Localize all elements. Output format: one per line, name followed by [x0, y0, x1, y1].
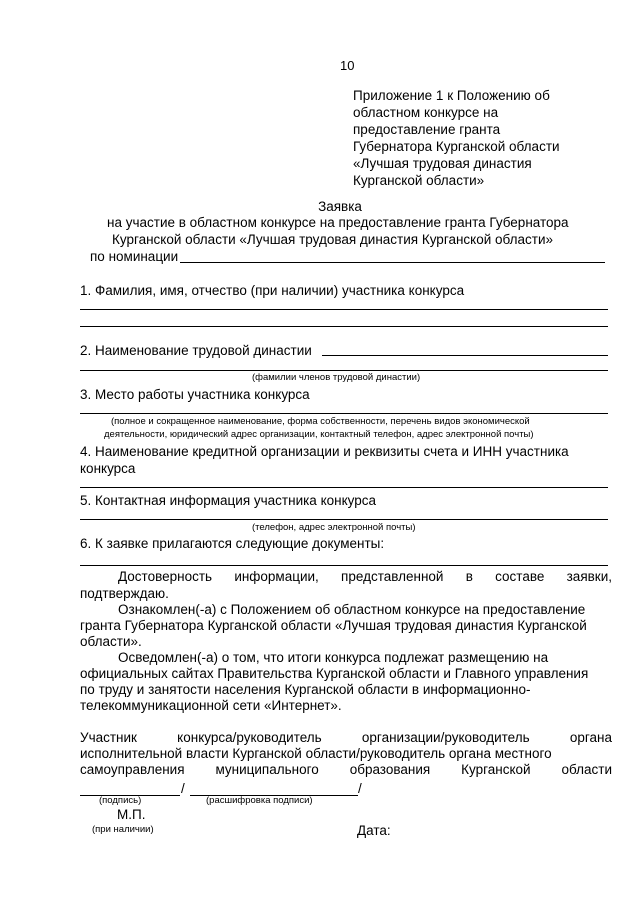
signature-line-3: самоуправления муниципального образования Курганской области: [80, 762, 612, 777]
nomination-field[interactable]: [180, 262, 605, 263]
annex-line: Губернатора Курганской области: [353, 139, 560, 154]
item-3-field[interactable]: [80, 413, 608, 414]
item-5-label: 5. Контактная информация участника конкурса: [80, 493, 377, 508]
item-6-field[interactable]: [80, 565, 608, 566]
title-line-2: Курганской области «Лучшая трудовая династия Курганской области»: [112, 232, 554, 247]
statement-3-line-3: по труду и занятости населения Курганской области в информационно-: [80, 682, 531, 697]
stamp-label: М.П.: [117, 807, 146, 822]
item-1-field-2[interactable]: [80, 326, 608, 327]
statement-3-line-2: официальных сайтах Правительства Курганской области и Главного управления: [80, 666, 589, 681]
signature-slash-1: /: [181, 781, 185, 796]
document-title: Заявка: [318, 199, 362, 214]
annex-line: Приложение 1 к Положению об: [353, 88, 550, 103]
statement-2-line-3: области».: [80, 634, 142, 649]
annex-line: областном конкурсе на: [353, 105, 499, 120]
item-5-hint: (телефон, адрес электронной почты): [252, 522, 416, 533]
item-4-label-line-1: 4. Наименование кредитной организации и реквизиты счета и ИНН участника: [80, 444, 569, 459]
item-3-hint-2: деятельности, юридический адрес организации, контактный телефон, адрес электронной почты): [104, 429, 534, 440]
annex-line: предоставление гранта: [353, 122, 501, 137]
annex-block: [353, 87, 583, 189]
signature-slash-2: /: [358, 781, 362, 796]
statement-1-line-2: подтверждаю.: [80, 586, 169, 601]
nomination-label: по номинации: [90, 249, 179, 264]
item-3-hint-1: (полное и сокращенное наименование, форма собственности, перечень видов экономической: [111, 416, 530, 427]
item-1-field[interactable]: [80, 309, 608, 310]
item-1-label: 1. Фамилия, имя, отчество (при наличии) участника конкурса: [80, 283, 465, 298]
signature-line-2: исполнительной власти Курганской области/руководитель органа местного: [80, 746, 552, 761]
title-line-1: на участие в областном конкурсе на предоставление гранта Губернатора: [107, 215, 569, 230]
item-3-label: 3. Место работы участника конкурса: [80, 387, 310, 402]
page-number: 10: [340, 58, 355, 73]
signature-line-1: Участник конкурса/руководитель организации/руководитель органа: [80, 730, 612, 745]
item-5-field[interactable]: [80, 519, 608, 520]
statement-2-line-1: Ознакомлен(-а) с Положением об областном конкурсе на предоставление: [118, 602, 586, 617]
statement-3-line-1: Осведомлен(-а) о том, что итоги конкурса подлежат размещению на: [118, 650, 549, 665]
item-6-label: 6. К заявке прилагаются следующие документы:: [80, 536, 385, 551]
stamp-note: (при наличии): [92, 824, 154, 835]
statement-3-line-4: телекоммуникационной сети «Интернет».: [80, 698, 342, 713]
decode-label: (расшифровка подписи): [206, 795, 313, 806]
item-2-hint: (фамилии членов трудовой династии): [252, 372, 421, 383]
date-label: Дата:: [357, 823, 391, 838]
annex-line: «Лучшая трудовая династия: [353, 156, 532, 171]
statement-2-line-2: гранта Губернатора Курганской области «Лучшая трудовая династия Курганской: [80, 618, 587, 633]
annex-line: Курганской области»: [353, 173, 485, 188]
item-2-field-2[interactable]: [80, 370, 608, 371]
item-2-label: 2. Наименование трудовой династии: [80, 343, 312, 358]
item-4-label-line-2: конкурса: [80, 461, 136, 476]
item-2-field[interactable]: [322, 355, 608, 356]
statement-1-line-1: Достоверность информации, представленной в составе заявки,: [118, 569, 612, 584]
item-4-field[interactable]: [80, 487, 608, 488]
sign-label: (подпись): [99, 795, 142, 806]
